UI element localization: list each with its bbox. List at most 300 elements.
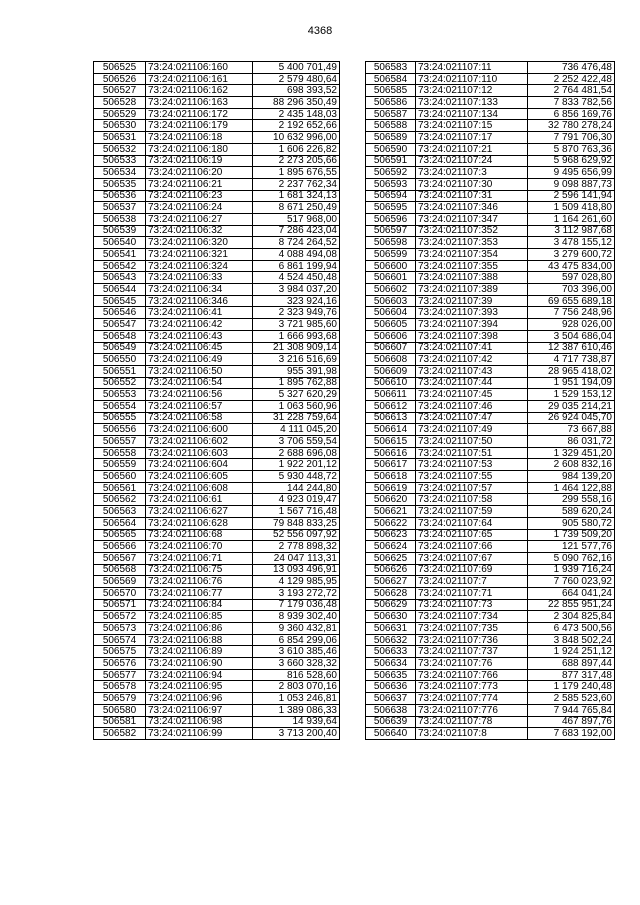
table-row [94, 517, 340, 529]
row-number-cell: 506596 [366, 213, 416, 225]
row-number-cell: 506606 [366, 330, 416, 342]
row-number-cell: 506582 [94, 728, 146, 740]
table-row [366, 342, 615, 354]
row-number-cell: 506545 [94, 295, 146, 307]
table-row [94, 400, 340, 412]
value-cell: 7 760 023,92 [528, 576, 615, 588]
cadastral-number-cell: 73:24:021106:77 [146, 587, 253, 599]
cadastral-number-cell: 73:24:021107:64 [416, 517, 528, 529]
row-number-cell: 506624 [366, 541, 416, 553]
value-cell: 8 939 302,40 [253, 611, 340, 623]
cadastral-number-cell: 73:24:021107:389 [416, 284, 528, 296]
cadastral-number-cell: 73:24:021107:44 [416, 377, 528, 389]
value-cell: 467 897,76 [528, 716, 615, 728]
row-number-cell: 506562 [94, 494, 146, 506]
cadastral-number-cell: 73:24:021106:172 [146, 108, 253, 120]
value-cell: 5 870 763,36 [528, 143, 615, 155]
value-cell: 2 192 652,66 [253, 120, 340, 132]
cadastral-number-cell: 73:24:021107:766 [416, 669, 528, 681]
cadastral-number-cell: 73:24:021106:94 [146, 669, 253, 681]
table-row [94, 354, 340, 366]
table-row [366, 412, 615, 424]
cadastral-number-cell: 73:24:021107:776 [416, 704, 528, 716]
value-cell: 7 833 782,56 [528, 97, 615, 109]
table-row [94, 728, 340, 740]
cadastral-number-cell: 73:24:021106:18 [146, 132, 253, 144]
cadastral-number-cell: 73:24:021106:89 [146, 646, 253, 658]
table-row [366, 143, 615, 155]
table-row [366, 377, 615, 389]
table-row [366, 365, 615, 377]
row-number-cell: 506601 [366, 272, 416, 284]
row-number-cell: 506632 [366, 634, 416, 646]
table-row [366, 658, 615, 670]
table-row [94, 85, 340, 97]
row-number-cell: 506626 [366, 564, 416, 576]
row-number-cell: 506541 [94, 249, 146, 261]
value-cell: 69 655 689,18 [528, 295, 615, 307]
cadastral-number-cell: 73:24:021107:12 [416, 85, 528, 97]
row-number-cell: 506553 [94, 389, 146, 401]
value-cell: 4 088 494,08 [253, 249, 340, 261]
table-row [366, 541, 615, 553]
cadastral-number-cell: 73:24:021107:353 [416, 237, 528, 249]
row-number-cell: 506529 [94, 108, 146, 120]
row-number-cell: 506563 [94, 506, 146, 518]
table-row [94, 552, 340, 564]
value-cell: 4 923 019,47 [253, 494, 340, 506]
row-number-cell: 506612 [366, 400, 416, 412]
cadastral-number-cell: 73:24:021106:86 [146, 623, 253, 635]
row-number-cell: 506542 [94, 260, 146, 272]
value-cell: 7 286 423,04 [253, 225, 340, 237]
cadastral-number-cell: 73:24:021106:180 [146, 143, 253, 155]
value-cell: 2 252 422,48 [528, 73, 615, 85]
table-row [366, 471, 615, 483]
table-row [94, 143, 340, 155]
value-cell: 4 129 985,95 [253, 576, 340, 588]
row-number-cell: 506548 [94, 330, 146, 342]
row-number-cell: 506567 [94, 552, 146, 564]
table-row [94, 284, 340, 296]
value-cell: 9 360 432,81 [253, 623, 340, 635]
row-number-cell: 506532 [94, 143, 146, 155]
table-row [366, 436, 615, 448]
cadastral-number-cell: 73:24:021107:41 [416, 342, 528, 354]
table-row [94, 623, 340, 635]
row-number-cell: 506610 [366, 377, 416, 389]
cadastral-number-cell: 73:24:021107:58 [416, 494, 528, 506]
row-number-cell: 506635 [366, 669, 416, 681]
value-cell: 2 585 523,60 [528, 693, 615, 705]
row-number-cell: 506552 [94, 377, 146, 389]
row-number-cell: 506556 [94, 424, 146, 436]
table-row [94, 576, 340, 588]
cadastral-number-cell: 73:24:021107:42 [416, 354, 528, 366]
value-cell: 1 063 560,96 [253, 400, 340, 412]
table-row [94, 471, 340, 483]
table-row [366, 599, 615, 611]
row-number-cell: 506599 [366, 249, 416, 261]
cadastral-number-cell: 73:24:021107:66 [416, 541, 528, 553]
table-row [366, 447, 615, 459]
value-cell: 5 400 701,49 [253, 62, 340, 74]
value-cell: 2 579 480,64 [253, 73, 340, 85]
value-cell: 2 596 141,94 [528, 190, 615, 202]
value-cell: 3 279 600,72 [528, 249, 615, 261]
table-row [366, 85, 615, 97]
cadastral-number-cell: 73:24:021106:68 [146, 529, 253, 541]
cadastral-number-cell: 73:24:021106:320 [146, 237, 253, 249]
value-cell: 6 856 169,76 [528, 108, 615, 120]
value-cell: 7 791 706,30 [528, 132, 615, 144]
cadastral-number-cell: 73:24:021107:53 [416, 459, 528, 471]
value-cell: 1 464 122,88 [528, 482, 615, 494]
table-row [94, 447, 340, 459]
table-row [366, 646, 615, 658]
value-cell: 1 164 261,60 [528, 213, 615, 225]
value-cell: 2 237 762,34 [253, 178, 340, 190]
cadastral-number-cell: 73:24:021106:49 [146, 354, 253, 366]
row-number-cell: 506593 [366, 178, 416, 190]
row-number-cell: 506535 [94, 178, 146, 190]
row-number-cell: 506561 [94, 482, 146, 494]
table-row [94, 330, 340, 342]
table-row [366, 260, 615, 272]
cadastral-number-cell: 73:24:021107:347 [416, 213, 528, 225]
value-cell: 6 473 500,56 [528, 623, 615, 635]
cadastral-table-left [93, 61, 340, 740]
row-number-cell: 506540 [94, 237, 146, 249]
table-row [366, 319, 615, 331]
table-row [366, 424, 615, 436]
row-number-cell: 506575 [94, 646, 146, 658]
table-row [94, 506, 340, 518]
value-cell: 5 968 629,92 [528, 155, 615, 167]
cadastral-number-cell: 73:24:021107:398 [416, 330, 528, 342]
value-cell: 8 671 250,49 [253, 202, 340, 214]
cadastral-number-cell: 73:24:021106:628 [146, 517, 253, 529]
table-row [94, 237, 340, 249]
page-number: 4368 [307, 25, 333, 37]
cadastral-number-cell: 73:24:021107:17 [416, 132, 528, 144]
value-cell: 5 327 620,29 [253, 389, 340, 401]
cadastral-number-cell: 73:24:021107:47 [416, 412, 528, 424]
row-number-cell: 506571 [94, 599, 146, 611]
value-cell: 1 529 153,12 [528, 389, 615, 401]
value-cell: 1 329 451,20 [528, 447, 615, 459]
value-cell: 299 558,16 [528, 494, 615, 506]
cadastral-number-cell: 73:24:021106:161 [146, 73, 253, 85]
table-row [366, 155, 615, 167]
cadastral-number-cell: 73:24:021107:67 [416, 552, 528, 564]
table-row [94, 167, 340, 179]
cadastral-number-cell: 73:24:021106:23 [146, 190, 253, 202]
value-cell: 6 854 299,06 [253, 634, 340, 646]
cadastral-number-cell: 73:24:021107:388 [416, 272, 528, 284]
cadastral-number-cell: 73:24:021107:352 [416, 225, 528, 237]
cadastral-number-cell: 73:24:021106:97 [146, 704, 253, 716]
cadastral-number-cell: 73:24:021107:734 [416, 611, 528, 623]
row-number-cell: 506611 [366, 389, 416, 401]
table-row [94, 716, 340, 728]
value-cell: 4 111 045,20 [253, 424, 340, 436]
row-number-cell: 506603 [366, 295, 416, 307]
value-cell: 12 387 610,46 [528, 342, 615, 354]
cadastral-number-cell: 73:24:021106:88 [146, 634, 253, 646]
row-number-cell: 506531 [94, 132, 146, 144]
row-number-cell: 506564 [94, 517, 146, 529]
value-cell: 31 228 759,64 [253, 412, 340, 424]
value-cell: 9 495 656,99 [528, 167, 615, 179]
table-row [366, 681, 615, 693]
table-row [94, 494, 340, 506]
cadastral-number-cell: 73:24:021107:65 [416, 529, 528, 541]
cadastral-number-cell: 73:24:021107:71 [416, 587, 528, 599]
value-cell: 2 273 205,66 [253, 155, 340, 167]
cadastral-number-cell: 73:24:021107:49 [416, 424, 528, 436]
row-number-cell: 506584 [366, 73, 416, 85]
value-cell: 8 724 264,52 [253, 237, 340, 249]
cadastral-number-cell: 73:24:021107:43 [416, 365, 528, 377]
row-number-cell: 506613 [366, 412, 416, 424]
cadastral-number-cell: 73:24:021107:355 [416, 260, 528, 272]
value-cell: 905 580,72 [528, 517, 615, 529]
table-row [366, 202, 615, 214]
row-number-cell: 506533 [94, 155, 146, 167]
row-number-cell: 506572 [94, 611, 146, 623]
row-number-cell: 506526 [94, 73, 146, 85]
table-row [366, 295, 615, 307]
table-row [366, 623, 615, 635]
table-row [94, 120, 340, 132]
cadastral-number-cell: 73:24:021107:73 [416, 599, 528, 611]
cadastral-number-cell: 73:24:021106:321 [146, 249, 253, 261]
value-cell: 22 855 951,24 [528, 599, 615, 611]
row-number-cell: 506549 [94, 342, 146, 354]
table-row [366, 213, 615, 225]
table-row [366, 237, 615, 249]
row-number-cell: 506617 [366, 459, 416, 471]
value-cell: 1 739 509,20 [528, 529, 615, 541]
table-row [94, 342, 340, 354]
row-number-cell: 506609 [366, 365, 416, 377]
row-number-cell: 506583 [366, 62, 416, 74]
cadastral-number-cell: 73:24:021107:133 [416, 97, 528, 109]
value-cell: 43 475 834,00 [528, 260, 615, 272]
cadastral-number-cell: 73:24:021106:163 [146, 97, 253, 109]
row-number-cell: 506558 [94, 447, 146, 459]
table-row [366, 482, 615, 494]
table-row [94, 529, 340, 541]
cadastral-number-cell: 73:24:021106:603 [146, 447, 253, 459]
table-row [94, 658, 340, 670]
table-row [94, 295, 340, 307]
table-row [366, 73, 615, 85]
value-cell: 3 193 272,72 [253, 587, 340, 599]
value-cell: 7 756 248,96 [528, 307, 615, 319]
table-row [366, 529, 615, 541]
cadastral-number-cell: 73:24:021106:42 [146, 319, 253, 331]
row-number-cell: 506554 [94, 400, 146, 412]
value-cell: 3 713 200,40 [253, 728, 340, 740]
cadastral-number-cell: 73:24:021107:39 [416, 295, 528, 307]
cadastral-number-cell: 73:24:021107:737 [416, 646, 528, 658]
row-number-cell: 506551 [94, 365, 146, 377]
table-row [366, 400, 615, 412]
value-cell: 1 053 246,81 [253, 693, 340, 705]
cadastral-number-cell: 73:24:021107:774 [416, 693, 528, 705]
table-row [94, 365, 340, 377]
table-row [366, 330, 615, 342]
table-row [366, 284, 615, 296]
cadastral-number-cell: 73:24:021106:58 [146, 412, 253, 424]
table-row [366, 178, 615, 190]
cadastral-number-cell: 73:24:021107:735 [416, 623, 528, 635]
value-cell: 10 632 996,00 [253, 132, 340, 144]
row-number-cell: 506577 [94, 669, 146, 681]
table-row [366, 576, 615, 588]
row-number-cell: 506615 [366, 436, 416, 448]
row-number-cell: 506539 [94, 225, 146, 237]
cadastral-number-cell: 73:24:021106:608 [146, 482, 253, 494]
row-number-cell: 506629 [366, 599, 416, 611]
cadastral-number-cell: 73:24:021106:32 [146, 225, 253, 237]
table-row [366, 190, 615, 202]
value-cell: 32 780 278,24 [528, 120, 615, 132]
table-row [94, 599, 340, 611]
row-number-cell: 506565 [94, 529, 146, 541]
row-number-cell: 506579 [94, 693, 146, 705]
value-cell: 1 922 201,12 [253, 459, 340, 471]
value-cell: 9 098 887,73 [528, 178, 615, 190]
table-row [366, 494, 615, 506]
row-number-cell: 506594 [366, 190, 416, 202]
row-number-cell: 506604 [366, 307, 416, 319]
cadastral-number-cell: 73:24:021106:54 [146, 377, 253, 389]
value-cell: 7 683 192,00 [528, 728, 615, 740]
table-row [366, 704, 615, 716]
value-cell: 7 944 765,84 [528, 704, 615, 716]
cadastral-number-cell: 73:24:021107:134 [416, 108, 528, 120]
table-row [94, 213, 340, 225]
table-row [366, 108, 615, 120]
table-row [94, 73, 340, 85]
table-row [94, 564, 340, 576]
value-cell: 3 112 987,68 [528, 225, 615, 237]
cadastral-number-cell: 73:24:021107:21 [416, 143, 528, 155]
row-number-cell: 506623 [366, 529, 416, 541]
row-number-cell: 506591 [366, 155, 416, 167]
table-row [366, 249, 615, 261]
table-row [94, 272, 340, 284]
table-row [366, 389, 615, 401]
value-cell: 2 323 949,76 [253, 307, 340, 319]
table-row [94, 587, 340, 599]
row-number-cell: 506581 [94, 716, 146, 728]
cadastral-number-cell: 73:24:021106:21 [146, 178, 253, 190]
value-cell: 3 504 686,04 [528, 330, 615, 342]
table-row [366, 225, 615, 237]
cadastral-number-cell: 73:24:021106:20 [146, 167, 253, 179]
cadastral-number-cell: 73:24:021106:96 [146, 693, 253, 705]
value-cell: 1 939 716,24 [528, 564, 615, 576]
cadastral-table-right [365, 61, 615, 740]
row-number-cell: 506628 [366, 587, 416, 599]
cadastral-number-cell: 73:24:021107:3 [416, 167, 528, 179]
table-row [94, 669, 340, 681]
table-row [94, 693, 340, 705]
row-number-cell: 506636 [366, 681, 416, 693]
row-number-cell: 506625 [366, 552, 416, 564]
cadastral-number-cell: 73:24:021107:51 [416, 447, 528, 459]
table-row [94, 681, 340, 693]
value-cell: 7 179 036,48 [253, 599, 340, 611]
value-cell: 3 721 985,60 [253, 319, 340, 331]
table-row [366, 716, 615, 728]
row-number-cell: 506578 [94, 681, 146, 693]
cadastral-number-cell: 73:24:021106:24 [146, 202, 253, 214]
cadastral-number-cell: 73:24:021106:45 [146, 342, 253, 354]
table-row [94, 178, 340, 190]
row-number-cell: 506600 [366, 260, 416, 272]
row-number-cell: 506555 [94, 412, 146, 424]
value-cell: 6 861 199,94 [253, 260, 340, 272]
cadastral-number-cell: 73:24:021106:98 [146, 716, 253, 728]
value-cell: 688 897,44 [528, 658, 615, 670]
value-cell: 5 090 762,16 [528, 552, 615, 564]
cadastral-number-cell: 73:24:021107:736 [416, 634, 528, 646]
row-number-cell: 506598 [366, 237, 416, 249]
cadastral-number-cell: 73:24:021107:110 [416, 73, 528, 85]
cadastral-number-cell: 73:24:021106:90 [146, 658, 253, 670]
value-cell: 984 139,20 [528, 471, 615, 483]
value-cell: 2 764 481,54 [528, 85, 615, 97]
value-cell: 703 396,00 [528, 284, 615, 296]
cadastral-number-cell: 73:24:021107:15 [416, 120, 528, 132]
cadastral-number-cell: 73:24:021106:57 [146, 400, 253, 412]
row-number-cell: 506620 [366, 494, 416, 506]
table-row [366, 272, 615, 284]
table-row [366, 669, 615, 681]
table-body-left [94, 62, 340, 740]
row-number-cell: 506607 [366, 342, 416, 354]
cadastral-number-cell: 73:24:021107:773 [416, 681, 528, 693]
value-cell: 52 556 097,92 [253, 529, 340, 541]
table-row [94, 97, 340, 109]
row-number-cell: 506536 [94, 190, 146, 202]
value-cell: 3 848 502,24 [528, 634, 615, 646]
row-number-cell: 506587 [366, 108, 416, 120]
value-cell: 3 984 037,20 [253, 284, 340, 296]
cadastral-number-cell: 73:24:021107:69 [416, 564, 528, 576]
cadastral-number-cell: 73:24:021107:11 [416, 62, 528, 74]
cadastral-number-cell: 73:24:021107:30 [416, 178, 528, 190]
cadastral-number-cell: 73:24:021106:600 [146, 424, 253, 436]
table-row [366, 167, 615, 179]
cadastral-number-cell: 73:24:021106:605 [146, 471, 253, 483]
value-cell: 928 026,00 [528, 319, 615, 331]
cadastral-number-cell: 73:24:021107:24 [416, 155, 528, 167]
value-cell: 29 035 214,21 [528, 400, 615, 412]
row-number-cell: 506570 [94, 587, 146, 599]
value-cell: 1 509 418,80 [528, 202, 615, 214]
row-number-cell: 506608 [366, 354, 416, 366]
value-cell: 3 216 516,69 [253, 354, 340, 366]
table-row [366, 97, 615, 109]
table-row [94, 249, 340, 261]
table-row [94, 389, 340, 401]
